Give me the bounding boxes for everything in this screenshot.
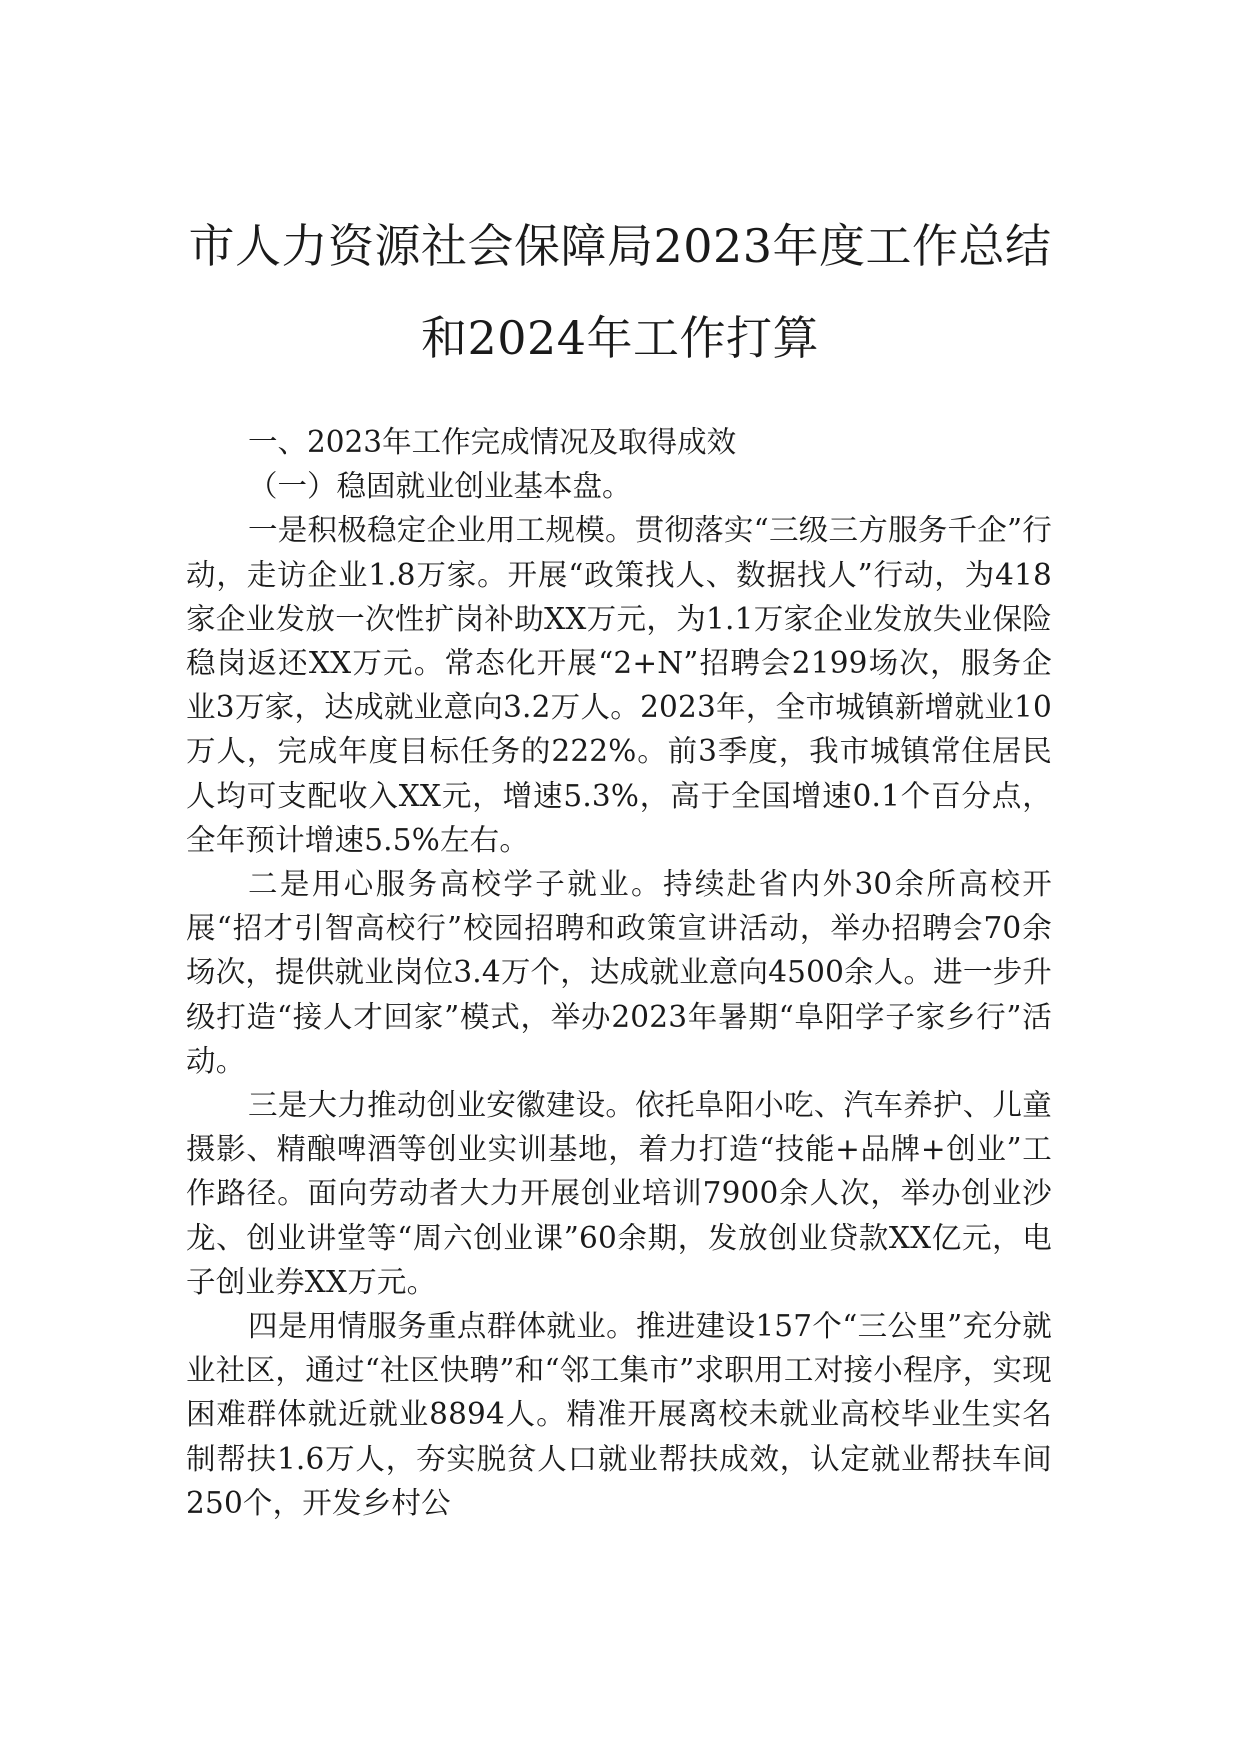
document-title-line-1: 市人力资源社会保障局2023年度工作总结: [188, 219, 1052, 273]
document-title-line-2: 和2024年工作打算: [420, 311, 820, 365]
document-body: [186, 420, 1052, 1525]
paragraph: 四是用情服务重点群体就业。推进建设157个“三公里”充分就业社区，通过“社区快聘”和“邻工集市”求职用工对接小程序，实现困难群体就近就业8894人。精准开展离校未就业高校毕业生实名制帮扶1.6万人，夯实脱贫人口就业帮扶成效，认定就业帮扶车间250个，开发乡村公: [186, 1309, 1052, 1520]
paragraph: 三是大力推动创业安徽建设。依托阜阳小吃、汽车养护、儿童摄影、精酿啤酒等创业实训基地，着力打造“技能+品牌+创业”工作路径。面向劳动者大力开展创业培训7900余人次，举办创业沙龙、创业讲堂等“周六创业课”60余期，发放创业贷款XX亿元，电子创业券XX万元。: [186, 1088, 1052, 1299]
subsection-heading: （一）稳固就业创业基本盘。: [248, 469, 632, 504]
section-heading: 一、2023年工作完成情况及取得成效: [248, 425, 737, 459]
paragraph: 一是积极稳定企业用工规模。贯彻落实“三级三方服务千企”行动，走访企业1.8万家。开展“政策找人、数据找人”行动，为418家企业发放一次性扩岗补助XX万元，为1.1万家企业发放失业保险稳岗返还XX万元。常态化开展“2+N”招聘会2199场次，服务企业3万家，达成就业意向3.2万人。2023年，全市城镇新增就业10万人，完成年度目标任务的222%。前3季度，我市城镇常住居民人均可支配收入XX元，增速5.3%，高于全国增速0.1个百分点，全年预计增速5.5%左右。: [186, 513, 1052, 857]
paragraph: 二是用心服务高校学子就业。持续赴省内外30余所高校开展“招才引智高校行”校园招聘和政策宣讲活动，举办招聘会70余场次，提供就业岗位3.4万个，达成就业意向4500余人。进一步升级打造“接人才回家”模式，举办2023年暑期“阜阳学子家乡行”活动。: [186, 867, 1052, 1078]
